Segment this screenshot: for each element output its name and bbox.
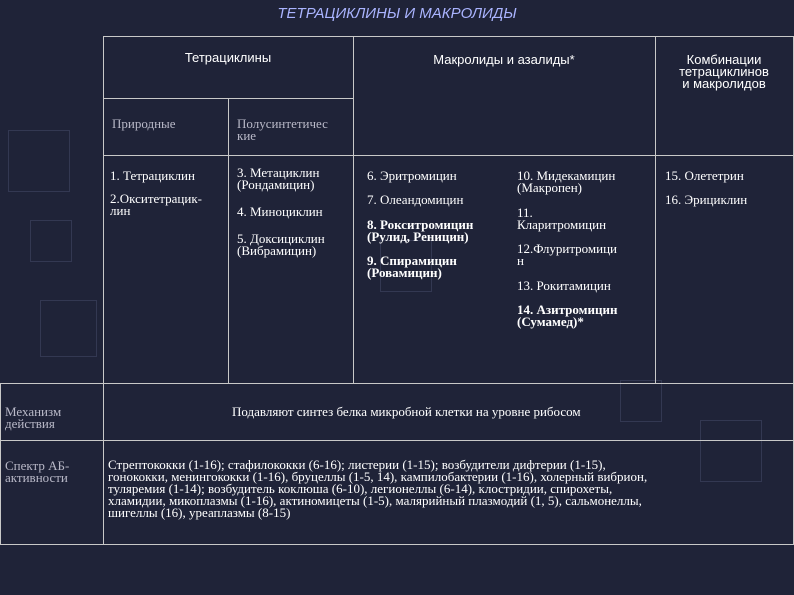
drug-line: (Вибрамицин) [237,243,317,258]
drug-line: н [517,253,524,268]
drug-ericyclin [665,194,747,206]
drug-line: 15. Олететрин [665,168,744,183]
drug-line: 2.Окситетрацик- [110,191,202,206]
drug-line: (Ровамицин) [367,265,442,280]
drug-line: 4. Миноциклин [237,204,323,219]
label-line: действия [5,416,55,431]
drug-line: 16. Эрициклин [665,192,748,207]
table-border [0,544,794,545]
table-border [228,98,229,383]
drug-line: 1. Тетрациклин [110,168,195,183]
drug-line: 9. Спирамицин [367,253,457,268]
drug-oleandomycin [367,194,463,206]
drug-minocycline [237,206,323,218]
table-border [103,36,793,37]
drug-line: (Сумамед)* [517,314,584,329]
drug-line: 5. Доксициклин [237,231,325,246]
drug-tetracycline [110,170,195,182]
drug-line: (Макропен) [517,180,582,195]
drug-line: 12.Флуритромици [517,241,618,256]
drug-line: 8. Рокситромицин [367,217,474,232]
background-square [30,220,72,262]
table-border [103,155,793,156]
drug-erythromycin [367,170,457,182]
header-line: тетрациклинов [679,64,769,79]
spectrum-line: шигеллы (16), уреаплазмы (8-15) [108,505,291,520]
table-border [0,383,794,384]
drug-doxycycline [237,233,325,257]
drug-flurithromycin [517,243,617,267]
spectrum-line: туляремия (1-14); возбудитель коклюша (6-10), легионеллы (6-14), клостридии, спирохеты, [108,481,613,496]
subheader-line: кие [237,128,257,143]
drug-line: 7. Олеандомицин [367,192,464,207]
subheader-natural: Природные [112,116,176,131]
drug-line: 10. Мидекамицин [517,168,616,183]
drug-line: лин [110,203,131,218]
drug-oxytetracycline [110,193,202,217]
drug-spiramycin [367,255,457,279]
table-border [0,440,794,441]
spectrum-line: Стрептококки (1-16); стафилококки (6-16); листерии (1-15); возбудители дифтерии (1-15), [108,457,606,472]
drug-line: 6. Эритромицин [367,168,457,183]
header-combination [655,54,793,90]
background-square [40,300,97,357]
table-border [353,36,354,383]
drug-oletetrin [665,170,744,182]
drug-azithromycin [517,304,617,328]
drug-midecamycin [517,170,615,194]
drug-rokitamycin [517,280,611,292]
drug-line: 11. [517,205,533,220]
drug-line: 3. Метациклин [237,165,320,180]
label-line: Механизм [5,404,62,419]
header-tetracyclines: Тетрациклины [184,50,272,65]
drug-line: 13. Рокитамицин [517,278,611,293]
drug-line: (Рулид, Реницин) [367,229,469,244]
page-title: ТЕТРАЦИКЛИНЫ И МАКРОЛИДЫ [277,5,517,22]
drug-line: 14. Азитромицин [517,302,618,317]
drug-line: Кларитромицин [517,217,607,232]
mechanism-label [5,406,61,430]
header-macrolides: Макролиды и азалиды* [433,52,575,67]
subheader-line: Полусинтетичес [237,116,328,131]
label-line: Спектр АБ- [5,458,70,473]
drug-metacycline [237,167,319,191]
background-square [620,380,662,422]
table-border [103,36,104,544]
drug-line: (Рондамицин) [237,177,315,192]
header-line: Комбинации [686,52,762,67]
header-line: и макролидов [682,76,766,91]
mechanism-text: Подавляют синтез белка микробной клетки на уровне рибосом [232,404,581,419]
spectrum-line: хламидии, микоплазмы (1-16), актиномицеты (1-5), малярийный плазмодий (1, 5), сальмонеллы, [108,493,642,508]
subheader-semisynthetic [237,118,328,142]
spectrum-line: гонококки, менингококки (1-16), бруцеллы (1-5, 14), кампилобактерии (1-16), холерный вибрион, [108,469,648,484]
background-square [8,130,70,192]
drug-roxithromycin [367,219,473,243]
drug-clarithromycin [517,207,606,231]
label-line: активности [5,470,68,485]
spectrum-text [108,459,790,519]
table-border [0,383,1,544]
spectrum-label [5,460,69,484]
